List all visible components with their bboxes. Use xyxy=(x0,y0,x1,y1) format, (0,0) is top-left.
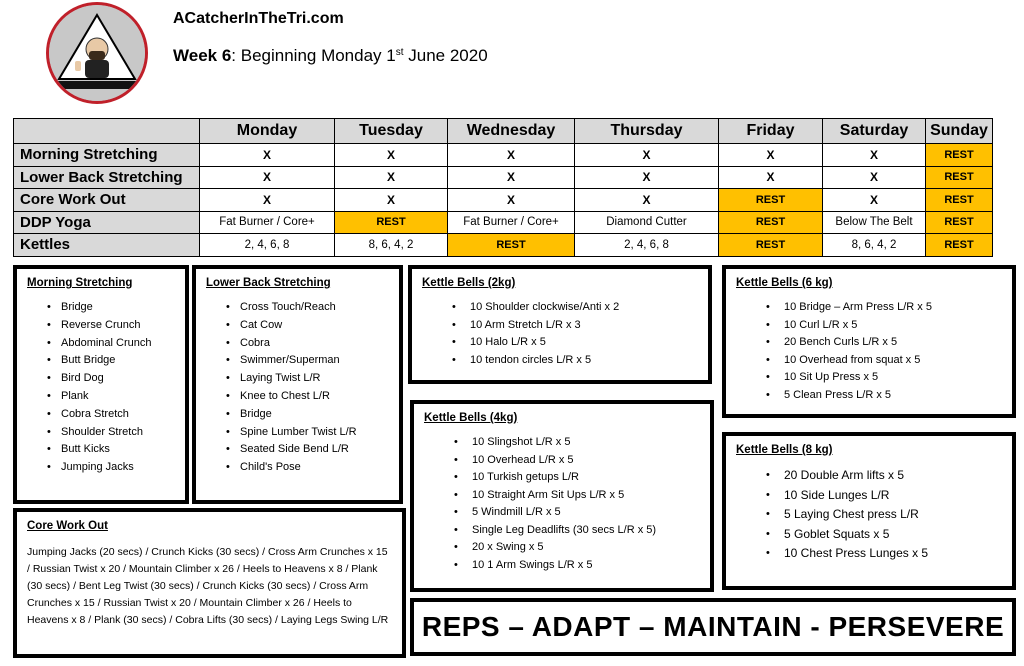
day-header: Monday xyxy=(200,119,335,144)
table-header-row xyxy=(14,119,993,144)
list-item: • Cobra Stretch xyxy=(27,406,175,424)
kettle-bells-4kg-title: Kettle Bells (4kg) xyxy=(424,412,518,424)
day-header: Saturday xyxy=(823,119,926,144)
lower-back-stretching-title: Lower Back Stretching xyxy=(206,277,331,289)
schedule-cell: X xyxy=(448,144,575,167)
list-item: • 10 Turkish getups L/R xyxy=(424,469,700,487)
schedule-cell: Fat Burner / Core+ xyxy=(448,211,575,234)
kettle-bells-2kg-title: Kettle Bells (2kg) xyxy=(422,277,516,289)
schedule-cell: X xyxy=(200,144,335,167)
schedule-cell: REST xyxy=(926,211,993,234)
list-item: • Bridge xyxy=(206,406,389,424)
schedule-cell: X xyxy=(575,189,719,212)
list-item: • 10 Shoulder clockwise/Anti x 2 xyxy=(422,299,698,317)
schedule-cell: REST xyxy=(926,166,993,189)
schedule-cell: Fat Burner / Core+ xyxy=(200,211,335,234)
kettle-bells-6kg-box xyxy=(722,265,1016,418)
core-workout-title: Core Work Out xyxy=(27,520,108,532)
week-date-suffix: st xyxy=(395,47,404,58)
list-item: • 10 Side Lunges L/R xyxy=(736,486,1002,506)
schedule-cell: X xyxy=(200,166,335,189)
list-item: • Butt Kicks xyxy=(27,441,175,459)
list-item: • 5 Goblet Squats x 5 xyxy=(736,525,1002,545)
schedule-cell: X xyxy=(719,144,823,167)
schedule-cell: X xyxy=(200,189,335,212)
schedule-cell: Diamond Cutter xyxy=(575,211,719,234)
schedule-cell: X xyxy=(448,189,575,212)
site-title: ACatcherInTheTri.com xyxy=(173,10,344,27)
table-row xyxy=(14,189,993,212)
activity-label: Morning Stretching xyxy=(14,144,200,167)
list-item: • Butt Bridge xyxy=(27,352,175,370)
table-row xyxy=(14,211,993,234)
schedule-cell: Below The Belt xyxy=(823,211,926,234)
list-item: • Child's Pose xyxy=(206,459,389,477)
morning-stretching-box xyxy=(13,265,189,504)
list-item: • 5 Windmill L/R x 5 xyxy=(424,504,700,522)
week-month: June 2020 xyxy=(403,46,488,65)
schedule-cell: X xyxy=(335,189,448,212)
kettle-bells-4kg-list xyxy=(424,434,700,574)
schedule-cell: X xyxy=(448,166,575,189)
weekly-schedule-table xyxy=(13,118,993,257)
schedule-cell: X xyxy=(823,144,926,167)
schedule-cell: X xyxy=(335,144,448,167)
list-item: • Single Leg Deadlifts (30 secs L/R x 5) xyxy=(424,522,700,540)
schedule-cell: REST xyxy=(926,189,993,212)
lower-back-stretching-box xyxy=(192,265,403,504)
list-item: • 20 Double Arm lifts x 5 xyxy=(736,466,1002,486)
list-item: • 10 Slingshot L/R x 5 xyxy=(424,434,700,452)
schedule-cell: REST xyxy=(719,211,823,234)
day-header: Thursday xyxy=(575,119,719,144)
core-workout-text: Jumping Jacks (20 secs) / Crunch Kicks (30 secs) / Cross Arm Crunches x 15 / Russian Twist x 20 / Mountain Climber x 26 / Heels to Heavens x 8 / Plank (30 secs) / Bent Leg Twist (30 secs) / Crunch Kicks (30 secs) / Cross Arm Crunches x 15 / Russian Twist x 20 / Mountain Climber x 26 / Heels to Heavens x 8 / Plank (30 secs) / Cobra Lifts (30 secs) / Laying Legs Swing L/R xyxy=(27,546,389,626)
list-item: • Cobra xyxy=(206,335,389,353)
schedule-cell: 2, 4, 6, 8 xyxy=(200,234,335,257)
table-row xyxy=(14,144,993,167)
schedule-cell: 2, 4, 6, 8 xyxy=(575,234,719,257)
list-item: • 10 Bridge – Arm Press L/R x 5 xyxy=(736,299,1002,317)
motto-banner: REPS – ADAPT – MAINTAIN - PERSEVERE xyxy=(410,598,1016,656)
list-item: • 10 Overhead L/R x 5 xyxy=(424,452,700,470)
list-item: • 10 Chest Press Lunges x 5 xyxy=(736,544,1002,564)
list-item: • 10 Sit Up Press x 5 xyxy=(736,369,1002,387)
schedule-cell: REST xyxy=(926,144,993,167)
activity-label: Kettles xyxy=(14,234,200,257)
list-item: • 20 x Swing x 5 xyxy=(424,539,700,557)
list-item: • 10 tendon circles L/R x 5 xyxy=(422,352,698,370)
activity-label: Core Work Out xyxy=(14,189,200,212)
schedule-cell: 8, 6, 4, 2 xyxy=(335,234,448,257)
list-item: • Spine Lumber Twist L/R xyxy=(206,424,389,442)
schedule-cell: X xyxy=(335,166,448,189)
core-workout-box xyxy=(13,508,406,658)
table-row xyxy=(14,166,993,189)
schedule-cell: REST xyxy=(335,211,448,234)
kettle-bells-8kg-box xyxy=(722,432,1016,590)
list-item: • Bird Dog xyxy=(27,370,175,388)
table-row xyxy=(14,234,993,257)
schedule-cell: X xyxy=(823,189,926,212)
list-item: • 10 Curl L/R x 5 xyxy=(736,317,1002,335)
list-item: • Shoulder Stretch xyxy=(27,424,175,442)
list-item: • Cat Cow xyxy=(206,317,389,335)
list-item: • Swimmer/Superman xyxy=(206,352,389,370)
list-item: • 10 Straight Arm Sit Ups L/R x 5 xyxy=(424,487,700,505)
schedule-cell: REST xyxy=(719,234,823,257)
kettle-bells-6kg-title: Kettle Bells (6 kg) xyxy=(736,277,833,289)
list-item: • 10 Arm Stretch L/R x 3 xyxy=(422,317,698,335)
logo xyxy=(46,2,148,104)
list-item: • Abdominal Crunch xyxy=(27,335,175,353)
day-header: Wednesday xyxy=(448,119,575,144)
list-item: • Reverse Crunch xyxy=(27,317,175,335)
activity-label: Lower Back Stretching xyxy=(14,166,200,189)
morning-stretching-title: Morning Stretching xyxy=(27,277,133,289)
schedule-cell: X xyxy=(575,166,719,189)
schedule-cell: REST xyxy=(719,189,823,212)
list-item: • Seated Side Bend L/R xyxy=(206,441,389,459)
corner-cell xyxy=(14,119,200,144)
schedule-cell: X xyxy=(719,166,823,189)
schedule-cell: REST xyxy=(926,234,993,257)
day-header: Tuesday xyxy=(335,119,448,144)
day-header: Friday xyxy=(719,119,823,144)
kettle-bells-6kg-list xyxy=(736,299,1002,404)
week-label: Week 6 xyxy=(173,46,232,65)
week-heading xyxy=(173,46,488,66)
schedule-cell: X xyxy=(823,166,926,189)
kettle-bells-4kg-box xyxy=(410,400,714,592)
list-item: • Plank xyxy=(27,388,175,406)
list-item: • 10 1 Arm Swings L/R x 5 xyxy=(424,557,700,575)
list-item: • 10 Overhead from squat x 5 xyxy=(736,352,1002,370)
kettle-bells-2kg-list xyxy=(422,299,698,369)
morning-stretching-list xyxy=(27,299,175,477)
kettle-bells-8kg-title: Kettle Bells (8 kg) xyxy=(736,444,833,456)
day-header: Sunday xyxy=(926,119,993,144)
kettle-bells-2kg-box xyxy=(408,265,712,384)
lower-back-stretching-list xyxy=(206,299,389,477)
list-item: • 5 Clean Press L/R x 5 xyxy=(736,387,1002,405)
schedule-cell: 8, 6, 4, 2 xyxy=(823,234,926,257)
list-item: • Jumping Jacks xyxy=(27,459,175,477)
list-item: • 5 Laying Chest press L/R xyxy=(736,505,1002,525)
list-item: • 20 Bench Curls L/R x 5 xyxy=(736,334,1002,352)
week-date: : Beginning Monday 1 xyxy=(231,46,396,65)
kettle-bells-8kg-list xyxy=(736,466,1002,564)
activity-label: DDP Yoga xyxy=(14,211,200,234)
list-item: • Cross Touch/Reach xyxy=(206,299,389,317)
list-item: • Laying Twist L/R xyxy=(206,370,389,388)
schedule-cell: X xyxy=(575,144,719,167)
list-item: • Knee to Chest L/R xyxy=(206,388,389,406)
list-item: • 10 Halo L/R x 5 xyxy=(422,334,698,352)
schedule-cell: REST xyxy=(448,234,575,257)
list-item: • Bridge xyxy=(27,299,175,317)
